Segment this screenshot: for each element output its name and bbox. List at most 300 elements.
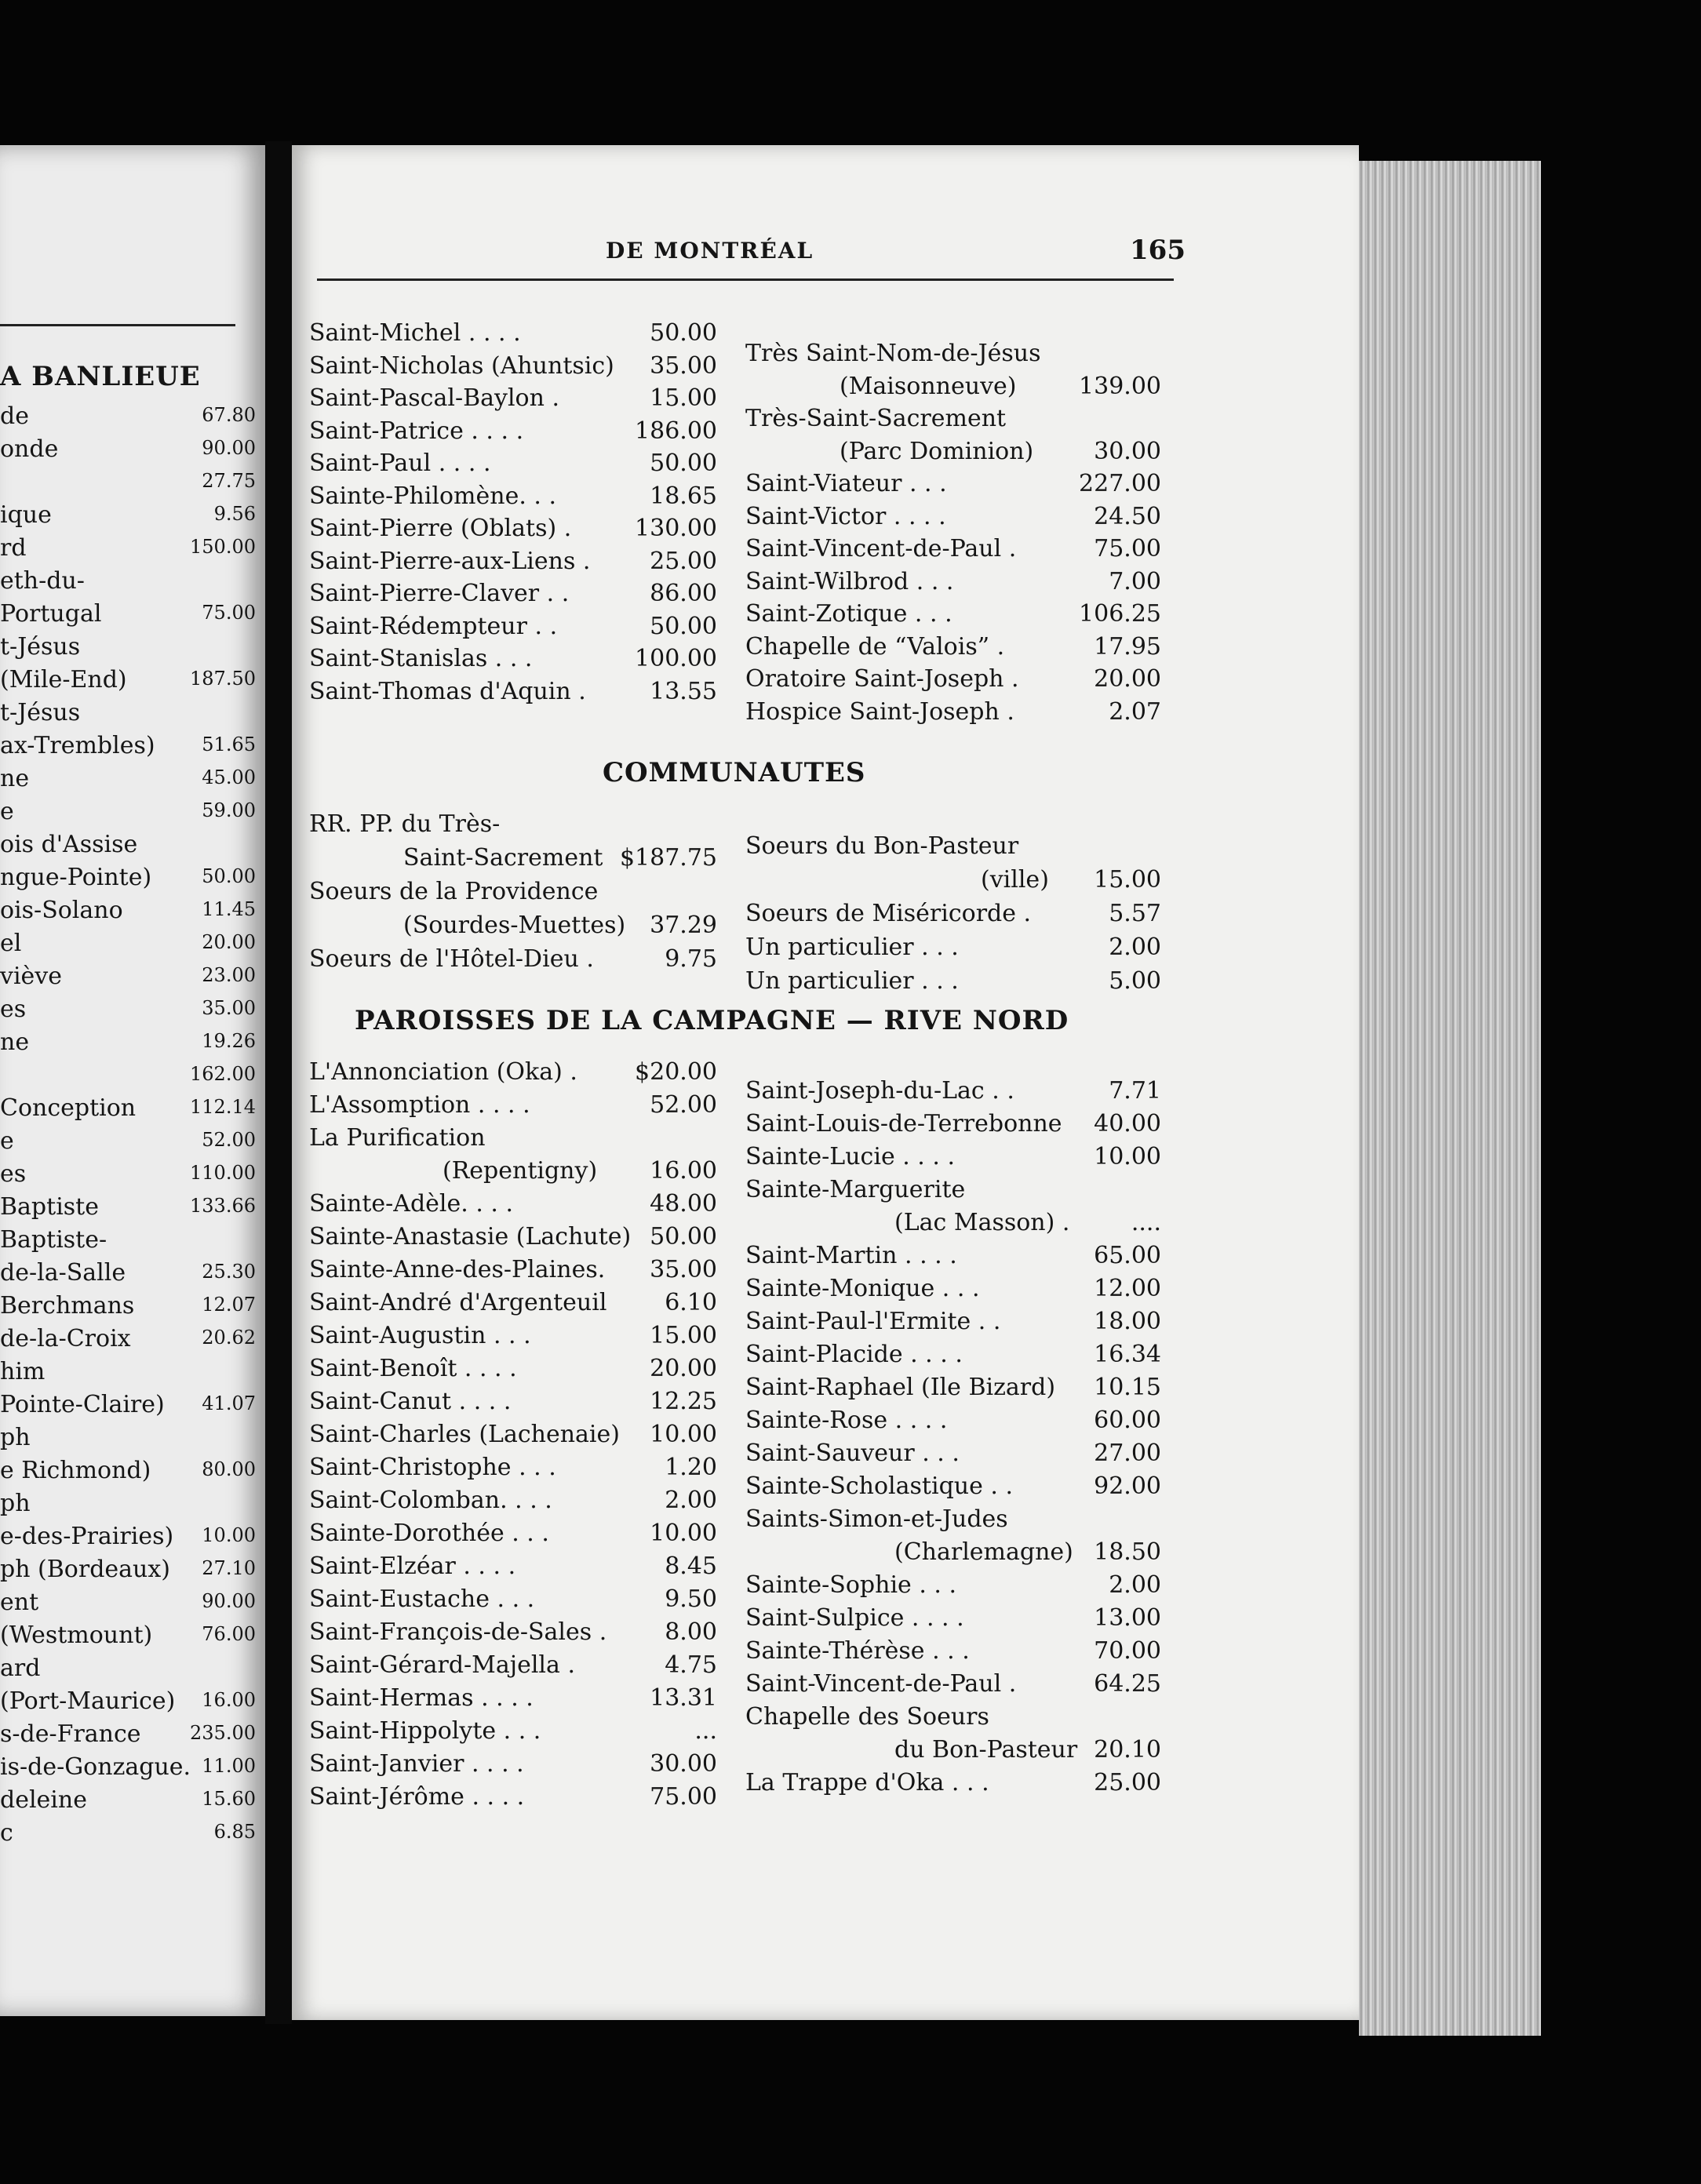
left-entry-name: ax-Trembles) (0, 732, 155, 759)
entry-name: Saint-Joseph-du-Lac . . (745, 1077, 1014, 1105)
entry-amount: 25.00 (1094, 1769, 1161, 1796)
left-entry-name: de-la-Croix (0, 1325, 131, 1352)
entry-row (309, 515, 717, 548)
left-entry-row (0, 1687, 256, 1719)
left-entry-row (0, 633, 256, 664)
entry-name: Soeurs du Bon-Pasteur (745, 832, 1019, 860)
left-entry-amount: 90.00 (202, 437, 256, 459)
entry-amount: 13.00 (1094, 1604, 1161, 1632)
left-entry-name: Berchmans (0, 1292, 135, 1320)
left-entry-name: s-de-France (0, 1720, 141, 1748)
left-entry-name: es (0, 996, 27, 1023)
entry-name: La Purification (309, 1124, 486, 1152)
entry-name: Saint-Pascal-Baylon . (309, 384, 560, 412)
running-head: DE MONTRÉAL (606, 238, 814, 264)
entry-name: Soeurs de l'Hôtel-Dieu . (309, 945, 594, 973)
entry-name: Sainte-Dorothée . . . (309, 1520, 549, 1547)
entry-name: Saint-Martin . . . . (745, 1242, 957, 1269)
entry-amount: 2.00 (1109, 1571, 1161, 1599)
entry-amount: 86.00 (650, 580, 717, 607)
entry-row (309, 548, 717, 581)
entry-amount: 48.00 (650, 1190, 717, 1218)
entry-row (745, 698, 1161, 731)
entry-name: Saint-Elzéar . . . . (309, 1552, 516, 1580)
entry-amount: 92.00 (1094, 1472, 1161, 1500)
entry-name: (Lac Masson) . (894, 1209, 1070, 1236)
entry-row (309, 1552, 717, 1585)
entry-name: Saint-Hippolyte . . . (309, 1717, 541, 1745)
left-entry-name: ngue-Pointe) (0, 864, 152, 891)
left-entry-row (0, 1556, 256, 1587)
entry-row (745, 535, 1161, 568)
entry-row (745, 1538, 1161, 1571)
entry-amount: 12.00 (1094, 1275, 1161, 1302)
entry-amount: 20.00 (1094, 665, 1161, 693)
left-entry-name: ne (0, 1028, 30, 1056)
left-entry-name: Portugal (0, 600, 102, 628)
entry-row (309, 945, 717, 978)
left-entry-name: e Richmond) (0, 1457, 151, 1484)
left-entry-name: t-Jésus (0, 699, 81, 726)
entry-name: Saint-Eustache . . . (309, 1585, 535, 1613)
left-entry-row (0, 798, 256, 829)
entry-row (309, 319, 717, 352)
left-entry-name: el (0, 930, 22, 957)
left-entry-amount: 20.00 (202, 931, 256, 953)
entry-row (309, 1651, 717, 1684)
entry-name: Saint-Rédempteur . . (309, 612, 558, 640)
entry-name: La Trappe d'Oka . . . (745, 1769, 989, 1796)
left-entry-name: (Port-Maurice) (0, 1687, 176, 1715)
entry-amount: 37.29 (650, 912, 717, 939)
entry-amount: 50.00 (650, 319, 717, 347)
entry-name: Sainte-Rose . . . . (745, 1407, 948, 1434)
entry-row (745, 568, 1161, 601)
entry-amount: 2.00 (665, 1487, 717, 1514)
entry-row (745, 633, 1161, 666)
entry-amount: 8.00 (665, 1618, 717, 1646)
entry-name: Saint-Benoît . . . . (309, 1355, 517, 1382)
left-entry-amount: 15.60 (202, 1788, 256, 1810)
entry-row (745, 470, 1161, 503)
left-entry-name: de (0, 402, 29, 430)
entry-name: Saint-Pierre (Oblats) . (309, 515, 572, 542)
entry-name: (Parc Dominion) (840, 437, 1034, 465)
entry-name: Sainte-Lucie . . . . (745, 1143, 955, 1170)
entry-amount: 15.00 (650, 1322, 717, 1349)
entry-amount: 60.00 (1094, 1407, 1161, 1434)
entry-amount: 10.00 (650, 1520, 717, 1547)
entry-name: Saint-Pierre-Claver . . (309, 580, 570, 607)
entry-name: Chapelle des Soeurs (745, 1703, 989, 1731)
entry-amount: 40.00 (1094, 1110, 1161, 1138)
entry-amount: ... (694, 1717, 717, 1745)
entry-name: Saint-Paul . . . . (309, 450, 491, 477)
left-entry-name: ard (0, 1654, 41, 1682)
facing-page (0, 145, 265, 2016)
entry-row (309, 1058, 717, 1091)
left-entry-amount: 27.10 (202, 1557, 256, 1579)
left-entry-amount: 27.75 (202, 470, 256, 492)
entry-amount: 20.10 (1094, 1736, 1161, 1764)
entry-row (745, 1637, 1161, 1670)
entry-amount: 18.65 (650, 482, 717, 510)
entry-amount: 2.00 (1109, 934, 1161, 961)
entry-amount: 10.15 (1094, 1374, 1161, 1401)
entry-amount: 25.00 (650, 547, 717, 575)
left-entry-name: de-la-Salle (0, 1259, 126, 1287)
entry-row (745, 866, 1161, 899)
page-number: 165 (1130, 235, 1186, 266)
left-entry-name: e-des-Prairies) (0, 1523, 174, 1550)
left-entry-row (0, 699, 256, 730)
entry-amount: .... (1131, 1209, 1161, 1236)
entry-amount: 20.00 (650, 1355, 717, 1382)
entry-amount: 15.00 (650, 384, 717, 412)
entry-row (309, 1124, 717, 1157)
entry-amount: 5.57 (1109, 900, 1161, 927)
left-entry-amount: 187.50 (190, 668, 256, 690)
entry-amount: 52.00 (650, 1091, 717, 1119)
entry-row (745, 1703, 1161, 1736)
entry-name: Saint-Patrice . . . . (309, 417, 524, 445)
entry-row (309, 1520, 717, 1552)
entry-row (309, 1388, 717, 1421)
left-entry-name: ph (0, 1490, 31, 1517)
entry-amount: 139.00 (1079, 372, 1161, 400)
entry-row (745, 373, 1161, 406)
entry-name: (Maisonneuve) (840, 372, 1017, 400)
left-entry-name: (Mile-End) (0, 666, 127, 693)
entry-amount: 106.25 (1079, 600, 1161, 628)
left-entry-row (0, 1226, 256, 1258)
entry-row (745, 600, 1161, 633)
left-entry-row (0, 666, 256, 697)
left-entry-amount: 41.07 (202, 1392, 256, 1414)
left-entry-name: viève (0, 963, 62, 990)
entry-row (309, 1256, 717, 1289)
left-entry-name: deleine (0, 1786, 87, 1814)
entry-amount: 75.00 (1094, 535, 1161, 562)
entry-row (745, 1670, 1161, 1703)
left-entry-name: Baptiste- (0, 1226, 107, 1254)
entry-row (745, 503, 1161, 536)
main-page (292, 145, 1359, 2020)
entry-name: Sainte-Anne-des-Plaines. (309, 1256, 606, 1283)
entry-row (309, 613, 717, 646)
left-section-heading: A BANLIEUE (0, 361, 201, 392)
entry-row (309, 1717, 717, 1750)
left-entry-amount: 235.00 (190, 1722, 256, 1744)
left-entry-amount: 110.00 (190, 1162, 256, 1184)
entry-row (745, 1769, 1161, 1802)
entry-amount: 65.00 (1094, 1242, 1161, 1269)
left-entry-row (0, 1325, 256, 1356)
entry-name: Saint-Sacrement (403, 844, 603, 872)
entry-amount: $20.00 (635, 1058, 717, 1086)
entry-amount: 35.00 (650, 351, 717, 380)
entry-amount: 27.00 (1094, 1440, 1161, 1467)
left-entry-name: ois d'Assise (0, 831, 138, 858)
entry-amount: 75.00 (650, 1783, 717, 1811)
left-entry-row (0, 1127, 256, 1159)
entry-name: du Bon-Pasteur (894, 1736, 1078, 1764)
entry-row (745, 1440, 1161, 1472)
left-entry-name: Pointe-Claire) (0, 1391, 165, 1418)
entry-name: L'Assomption . . . . (309, 1091, 530, 1119)
entry-name: Saint-Paul-l'Ermite . . (745, 1308, 1001, 1335)
entry-name: Saint-Michel . . . . (309, 319, 521, 347)
entry-name: Saint-Colomban. . . . (309, 1487, 552, 1514)
entry-name: Saint-Charles (Lachenaie) (309, 1421, 620, 1448)
entry-amount: 16.00 (650, 1157, 717, 1185)
left-entry-amount: 23.00 (202, 964, 256, 986)
entry-row (745, 900, 1161, 933)
entry-name: Saints-Simon-et-Judes (745, 1505, 1008, 1533)
entry-row (309, 810, 717, 843)
left-entry-name: ph (Bordeaux) (0, 1556, 171, 1583)
entry-amount: 64.25 (1094, 1670, 1161, 1698)
left-entry-amount: 9.56 (213, 503, 256, 525)
entry-amount: 50.00 (650, 450, 717, 477)
entry-amount: 15.00 (1094, 866, 1161, 894)
entry-name: Saint-Stanislas . . . (309, 645, 533, 672)
left-entry-row (0, 1424, 256, 1455)
left-entry-name: onde (0, 435, 59, 463)
left-entry-amount: 90.00 (202, 1590, 256, 1612)
entry-name: Sainte-Anastasie (Lachute) (309, 1223, 632, 1250)
entry-amount: 227.00 (1079, 470, 1161, 497)
entry-name: Saint-André d'Argenteuil (309, 1289, 607, 1316)
left-entry-amount: 59.00 (202, 799, 256, 821)
entry-row (745, 1308, 1161, 1341)
left-entry-amount: 10.00 (202, 1524, 256, 1546)
left-entry-name: e (0, 798, 14, 825)
left-entry-row (0, 1292, 256, 1323)
left-entry-row (0, 1490, 256, 1521)
entry-amount: 30.00 (1094, 437, 1161, 465)
entry-row (309, 352, 717, 385)
entry-name: (Charlemagne) (894, 1538, 1073, 1566)
left-entry-row (0, 501, 256, 533)
left-entry-amount: 52.00 (202, 1129, 256, 1151)
entry-row (745, 1505, 1161, 1538)
left-entry-name: ph (0, 1424, 31, 1451)
left-entry-row (0, 1753, 256, 1785)
left-entry-name: ois-Solano (0, 897, 123, 924)
entry-name: Saint-Sulpice . . . . (745, 1604, 964, 1632)
left-entry-name: eth-du- (0, 567, 85, 595)
entry-amount: 12.25 (650, 1388, 717, 1415)
left-entry-row (0, 435, 256, 467)
entry-name: Saint-Hermas . . . . (309, 1684, 534, 1712)
entry-name: Sainte-Adèle. . . . (309, 1190, 514, 1218)
left-entry-amount: 76.00 (202, 1623, 256, 1645)
left-entry-amount: 12.07 (202, 1294, 256, 1316)
section-title-campagne: PAROISSES DE LA CAMPAGNE — RIVE NORD (355, 1005, 1069, 1036)
entry-amount: 6.10 (665, 1289, 717, 1316)
entry-row (745, 1077, 1161, 1110)
entry-amount: 9.50 (665, 1585, 717, 1613)
entry-row (745, 340, 1161, 373)
entry-row (745, 1472, 1161, 1505)
entry-amount: 50.00 (650, 612, 717, 640)
left-entry-row (0, 1654, 256, 1686)
entry-name: Sainte-Marguerite (745, 1176, 966, 1203)
left-entry-row (0, 1622, 256, 1653)
entry-amount: 1.20 (665, 1454, 717, 1481)
entry-amount: $187.75 (619, 844, 717, 872)
entry-amount: 13.31 (650, 1684, 717, 1712)
left-entry-row (0, 732, 256, 763)
left-entry-amount: 11.45 (202, 898, 256, 920)
left-entry-row (0, 1193, 256, 1225)
entry-row (309, 1783, 717, 1816)
entry-row (745, 665, 1161, 698)
entry-row (745, 438, 1161, 471)
entry-name: Soeurs de la Providence (309, 878, 599, 905)
entry-row (309, 1487, 717, 1520)
left-entry-name: e (0, 1127, 14, 1155)
page-edges (1359, 161, 1541, 2036)
entry-name: Saint-François-de-Sales . (309, 1618, 607, 1646)
entry-name: Saint-Raphael (Ile Bizard) (745, 1374, 1056, 1401)
left-entry-row (0, 897, 256, 928)
left-entry-amount: 50.00 (202, 865, 256, 887)
entry-name: Sainte-Scholastique . . (745, 1472, 1013, 1500)
entry-row (309, 1750, 717, 1783)
left-entry-row (0, 1589, 256, 1620)
entry-name: Un particulier . . . (745, 967, 959, 995)
left-entry-name: him (0, 1358, 46, 1385)
entry-row (745, 1571, 1161, 1604)
entry-name: (ville) (981, 866, 1049, 894)
entry-row (745, 1110, 1161, 1143)
entry-row (309, 1157, 717, 1190)
entry-amount: 186.00 (635, 417, 717, 445)
left-entry-row (0, 1391, 256, 1422)
left-entry-row (0, 831, 256, 862)
entry-amount: 5.00 (1109, 967, 1161, 995)
entry-name: Saint-Viateur . . . (745, 470, 947, 497)
entry-row (745, 832, 1161, 865)
entry-row (309, 1421, 717, 1454)
entry-name: Saint-Canut . . . . (309, 1388, 512, 1415)
section-title-communautes: COMMUNAUTES (603, 757, 866, 788)
left-entry-name: rd (0, 534, 27, 562)
left-entry-row (0, 1028, 256, 1060)
entry-name: Sainte-Philomène. . . (309, 482, 557, 510)
entry-name: Oratoire Saint-Joseph . (745, 665, 1019, 693)
entry-amount: 17.95 (1094, 632, 1161, 661)
entry-name: Saint-Vincent-de-Paul . (745, 535, 1017, 562)
left-entry-name: es (0, 1160, 27, 1188)
left-entry-amount: 19.26 (202, 1030, 256, 1052)
entry-amount: 30.00 (650, 1750, 717, 1778)
entry-amount: 9.75 (665, 945, 717, 973)
book-gutter (265, 141, 292, 2024)
entry-amount: 50.00 (650, 1223, 717, 1250)
left-entry-amount: 11.00 (202, 1755, 256, 1777)
entry-name: Saint-Thomas d'Aquin . (309, 677, 586, 705)
entry-name: Saint-Louis-de-Terrebonne (745, 1110, 1062, 1138)
entry-row (309, 1223, 717, 1256)
entry-row (309, 450, 717, 482)
entry-row (309, 878, 717, 911)
entry-row (745, 405, 1161, 438)
left-entry-name: t-Jésus (0, 633, 81, 661)
entry-name: Très Saint-Nom-de-Jésus (745, 340, 1041, 367)
left-entry-amount: 67.80 (202, 404, 256, 426)
entry-name: Sainte-Thérèse . . . (745, 1637, 970, 1665)
entry-row (309, 1322, 717, 1355)
entry-row (745, 1242, 1161, 1275)
entry-name: Saint-Sauveur . . . (745, 1440, 960, 1467)
entry-row (309, 1190, 717, 1223)
entry-amount: 18.00 (1094, 1308, 1161, 1335)
entry-row (309, 384, 717, 417)
entry-name: Saint-Vincent-de-Paul . (745, 1670, 1017, 1698)
entry-amount: 8.45 (665, 1552, 717, 1580)
left-entry-amount: 150.00 (190, 536, 256, 558)
entry-name: Saint-Augustin . . . (309, 1322, 531, 1349)
left-entry-name: c (0, 1819, 13, 1847)
entry-name: Saint-Zotique . . . (745, 600, 952, 628)
header-rule (317, 278, 1174, 281)
entry-row (745, 1374, 1161, 1407)
entry-amount: 2.07 (1109, 697, 1161, 726)
left-entry-row (0, 600, 256, 632)
entry-amount: 70.00 (1094, 1637, 1161, 1665)
entry-amount: 7.71 (1109, 1077, 1161, 1105)
left-entry-row (0, 1720, 256, 1752)
left-entry-row (0, 1457, 256, 1488)
entry-row (745, 1407, 1161, 1440)
entry-row (309, 1091, 717, 1124)
left-entry-name: (Westmount) (0, 1622, 153, 1649)
entry-name: Soeurs de Miséricorde . (745, 900, 1032, 927)
entry-name: Un particulier . . . (745, 934, 959, 961)
left-entry-amount: 162.00 (190, 1063, 256, 1085)
entry-row (309, 1684, 717, 1717)
entry-name: (Sourdes-Muettes) (403, 912, 626, 939)
left-entry-row (0, 864, 256, 895)
left-entry-amount: 6.85 (213, 1821, 256, 1843)
left-entry-row (0, 1259, 256, 1290)
left-entry-name: Conception (0, 1094, 137, 1122)
left-entry-row (0, 402, 256, 434)
entry-name: L'Annonciation (Oka) . (309, 1058, 577, 1086)
entry-name: Saint-Victor . . . . (745, 502, 946, 530)
left-entry-row (0, 963, 256, 994)
left-entry-row (0, 996, 256, 1027)
left-entry-row (0, 1358, 256, 1389)
entry-name: Saint-Wilbrod . . . (745, 567, 954, 595)
entry-row (309, 417, 717, 450)
entry-name: Saint-Christophe . . . (309, 1454, 556, 1481)
entry-name: Sainte-Sophie . . . (745, 1571, 957, 1599)
entry-row (745, 1275, 1161, 1308)
entry-name: Chapelle de “Valois” . (745, 632, 1005, 661)
left-entry-amount: 35.00 (202, 997, 256, 1019)
entry-row (309, 1355, 717, 1388)
left-entry-amount: 133.66 (190, 1195, 256, 1217)
left-entry-row (0, 1094, 256, 1126)
entry-row (309, 482, 717, 515)
entry-amount: 18.50 (1094, 1538, 1161, 1566)
entry-row (745, 1604, 1161, 1637)
entry-row (309, 1585, 717, 1618)
